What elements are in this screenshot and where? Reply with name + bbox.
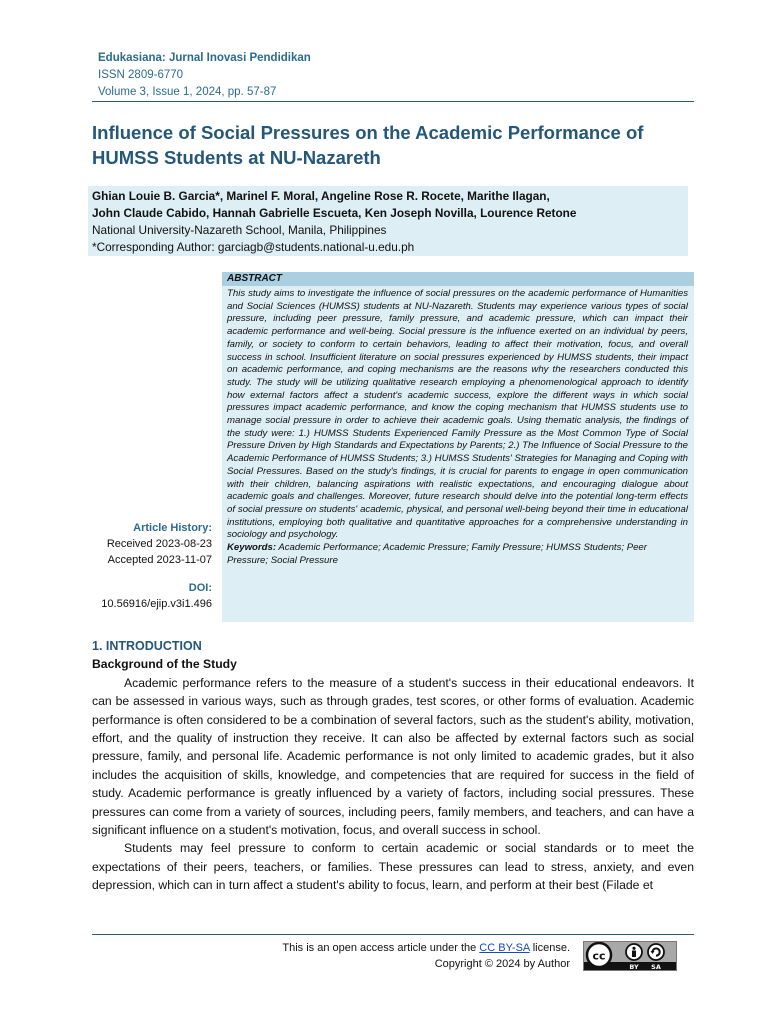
section-heading: 1. INTRODUCTION <box>92 639 202 653</box>
abstract-box <box>222 272 694 622</box>
journal-issn: ISSN 2809-6770 <box>98 69 184 81</box>
history-label: Article History: <box>133 522 212 534</box>
cc-badge-graphic <box>584 942 676 970</box>
article-title: Influence of Social Pressures on the Academic Performance of HUMSS Students at NU-Nazareth <box>92 122 644 168</box>
license-line <box>282 940 570 956</box>
accepted-date: Accepted 2023-11-07 <box>107 554 212 566</box>
abstract-heading: ABSTRACT <box>222 272 694 286</box>
cc-license-badge[interactable] <box>583 941 677 971</box>
received-date: Received 2023-08-23 <box>106 538 212 550</box>
header-rule <box>92 101 694 102</box>
sa-icon <box>648 944 664 960</box>
introduction-section <box>92 637 694 895</box>
subsection-heading: Background of the Study <box>92 657 237 672</box>
authors-line-2: John Claude Cabido, Hannah Gabrielle Escueta, Ken Joseph Novilla, Lourence Retone <box>92 206 577 220</box>
footer-rule <box>92 934 694 935</box>
footer <box>282 940 570 972</box>
svg-text:cc: cc <box>592 949 606 963</box>
journal-header <box>98 50 311 101</box>
license-prefix: This is an open access article under the <box>282 942 480 954</box>
author-block <box>88 186 688 256</box>
keywords-label: Keywords: <box>227 542 277 554</box>
article-history <box>92 520 212 612</box>
doi-label: DOI: <box>188 582 212 594</box>
journal-name: Edukasiana: Jurnal Inovasi Pendidikan <box>98 52 311 64</box>
doi-value[interactable]: 10.56916/ejip.v3i1.496 <box>101 598 212 610</box>
journal-volume: Volume 3, Issue 1, 2024, pp. 57-87 <box>98 86 277 98</box>
keywords <box>222 542 694 567</box>
affiliation: National University-Nazareth School, Manila, Philippines <box>92 223 387 237</box>
copyright: Copyright © 2024 by Author <box>434 958 570 970</box>
authors-line-1: Ghian Louie B. Garcia*, Marinel F. Moral, Angeline Rose R. Rocete, Marithe Ilagan, <box>92 189 550 203</box>
paragraph-2: Students may feel pressure to conform to certain academic or social standards or to meet the expectations of their peers, teachers, or families. These pressures can lead to stress, anxiety, and even depression, which can in turn affect a student's ability to focus, learn, and perform at their best (Filade et <box>92 841 694 893</box>
corresponding-author: *Corresponding Author: garciagb@students.national-u.edu.ph <box>92 240 415 254</box>
paragraph-1: Academic performance refers to the measure of a student's success in their educational endeavors. It can be assessed in various ways, such as through grades, test scores, or other forms of evaluation. Academic performance is often considered to be a combination of several factors, such as the student's ability, motivation, effort, and the quality of instruction they receive. It can also be affected by external factors such as social pressure, family, and personal life. Academic performance is not only limited to academic grades, but it also includes the acquisition of skills, knowledge, and competencies that are required for success in the field of study. Academic performance is greatly influenced by a variety of factors, including social pressures. These pressures can come from a variety of sources, including peers, family members, and teachers, and can have a significant influence on a student's motivation, focus, and overall success in school. <box>92 675 694 838</box>
keywords-list: Academic Performance; Academic Pressure; Family Pressure; HUMSS Students; Peer Pressure; Social Pressure <box>227 542 647 566</box>
license-link[interactable]: CC BY-SA <box>479 942 530 954</box>
badge-by-label: BY <box>629 963 639 970</box>
badge-sa-label: SA <box>651 963 661 970</box>
license-suffix: license. <box>529 942 570 954</box>
abstract-text: This study aims to investigate the influence of social pressures on the academic performance of Humanities and Social Sciences (HUMSS) students at NU-Nazareth. Students may experience various types of social pressure, including peer pressure, family pressure, and academic pressure, which can impact their academic performance and well-being. Social pressure is the influence exerted on an individual by peers, family, or society to conform to certain behaviors, leading to affect their motivation, focus, and overall success in school. Insufficient literature on social pressures experienced by HUMSS students, their impact on academic performance, and coping mechanisms are the reasons why the researchers conducted this study. The study will be utilizing qualitative research employing a phenomenological approach to identify how external factors affect a student's academic success, explore the different ways in which social pressures impact academic performance, and know the coping mechanism that HUMSS students use to manage social pressure in order to achieve their academic goals. Using thematic analysis, the findings of the study were: 1.) HUMSS Students Experienced Family Pressure as the Most Common Type of Social Pressure Driven by High Standards and Expectations by Parents; 2.) The Influence of Social Pressure to the Academic Performance of HUMSS Students; 3.) HUMSS Students' Strategies for Managing and Coping with Social Pressures. Based on the study's findings, it is crucial for parents to engage in open communication with their children, balancing aspirations with realistic expectations, and encouraging dialogue about academic goals and challenges. Moreover, future research should delve into the potential long-term effects of social pressure on students' academic, physical, and personal well-being beyond their time in educational institutions, employing both qualitative and quantitative approaches for a comprehensive understanding in sociology and psychology. <box>227 288 688 541</box>
